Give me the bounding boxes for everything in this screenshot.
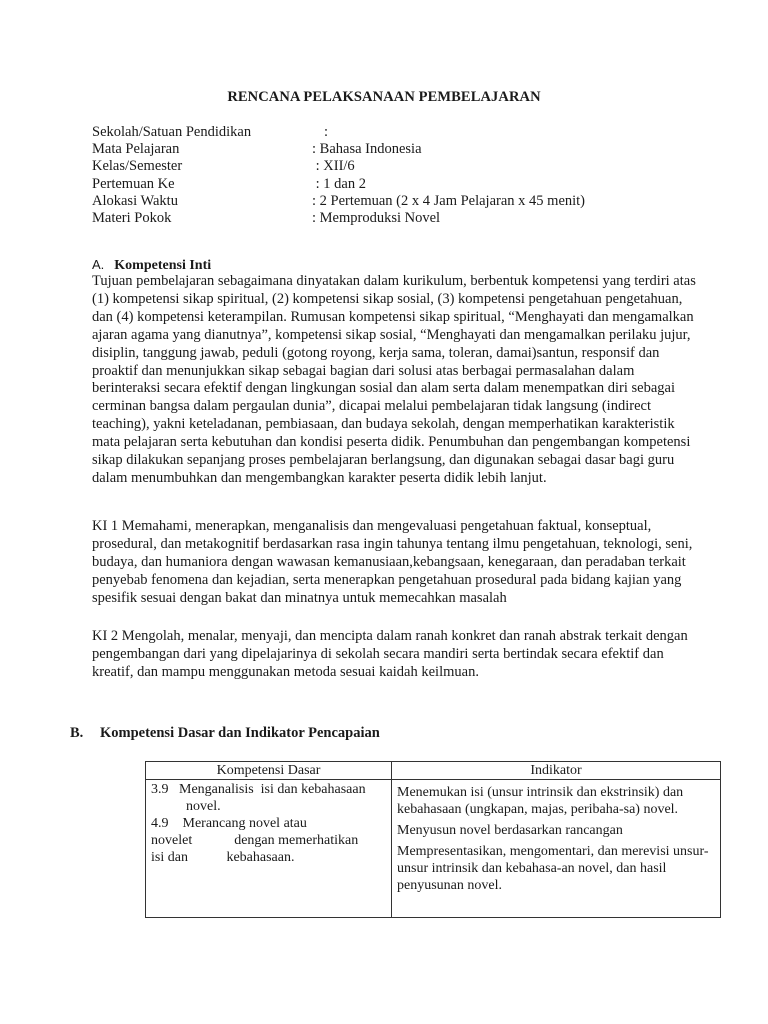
meta-value: : 2 Pertemuan (2 x 4 Jam Pelajaran x 45 menit) xyxy=(312,192,586,209)
meta-label: Pertemuan Ke xyxy=(92,175,175,192)
meta-value: : 1 dan 2 xyxy=(312,175,366,192)
meta-value: : Bahasa Indonesia xyxy=(312,141,422,158)
meta-value: : XII/6 xyxy=(312,158,355,175)
kompetensi-inti-intro: Tujuan pembelajaran sebagaimana dinyatakan dalam kurikulum, berbentuk kompetensi yang terdiri atas (1) kompetensi sikap spiritual, (2) kompetensi sikap sosial, (3) kompetensi pengetahuan pengetahuan, dan (4) kompetensi keterampilan. Rumusan kompetensi sikap spiritual, “Menghayati dan mengamalkan ajaran agama yang dianutnya”, kompetensi sikap sosial, “Menghayati dan mengamalkan perilaku jujur, disiplin, tanggung jawab, peduli (gotong royong, kerja sama, toleran, damai)santun, responsif dan proaktif dan menunjukkan sikap sebagai bagian dari solusi atas berbagai permasalahan dalam berinteraksi secara efektif dengan lingkungan sosial dan alam serta dalam menempatkan diri sebagai cerminan bangsa dalam pergaulan dunia”, dicapai melalui pembelajaran tidak langsung (indirect teaching), yakni keteladanan, pembiasaan, dan budaya sekolah, dengan memperhatikan karakteristik mata pelajaran serta kebutuhan dan kondisi peserta didik. Penumbuhan dan pengembangan kompetensi sikap dilakukan sepanjang proses pembelajaran berlangsung, dan digunakan sebagai dasar bagi guru dalam menumbuhkan dan mengembangkan karakter peserta didik lebih lanjut. xyxy=(92,273,696,486)
kd-indicator-table xyxy=(145,761,721,918)
kd-line: novelet dengan memerhatikan xyxy=(151,833,359,848)
section-a-title: Kompetensi Inti xyxy=(114,258,212,273)
kd-line: 4.9 Merancang novel atau xyxy=(151,816,307,831)
indikator-item: Mempresentasikan, mengomentari, dan merevisi unsur-unsur intrinsik dan kebahasa-an novel, dan hasil penyusunan novel. xyxy=(397,844,709,893)
ki2-paragraph: KI 2 Mengolah, menalar, menyaji, dan mencipta dalam ranah konkret dan ranah abstrak terkait dengan pengembangan dari yang dipelajarinya di sekolah secara mandiri serta bertindak secara efektif dan kreatif, dan mampu menggunakan metoda sesuai kaidah keilmuan. xyxy=(92,628,688,680)
section-a-heading xyxy=(92,257,211,274)
document-title: RENCANA PELAKSANAAN PEMBELAJARAN xyxy=(227,89,541,105)
meta-label: Mata Pelajaran xyxy=(92,141,180,158)
section-b-letter: B. xyxy=(70,725,84,741)
kd-line: isi dan kebahasaan. xyxy=(151,850,295,865)
kd-line: novel. xyxy=(151,799,221,814)
header-kompetensi-dasar: Kompetensi Dasar xyxy=(146,762,392,780)
section-b-heading xyxy=(70,725,380,742)
section-a-letter: A. xyxy=(92,257,105,272)
indikator-item: Menemukan isi (unsur intrinsik dan ekstrinsik) dan kebahasaan (ungkapan, majas, peribaha-sa) novel. xyxy=(397,785,684,817)
table-header-row xyxy=(146,762,721,780)
meta-label: Alokasi Waktu xyxy=(92,192,178,209)
header-indikator: Indikator xyxy=(392,762,721,780)
meta-label: Kelas/Semester xyxy=(92,158,183,175)
kd-cell xyxy=(146,780,392,918)
meta-value: : xyxy=(324,124,329,140)
ki1-paragraph: KI 1 Memahami, menerapkan, menganalisis dan mengevaluasi pengetahuan faktual, konseptual, prosedural, dan metakognitif berdasarkan rasa ingin tahunya tentang ilmu pengetahuan, teknologi, seni, budaya, dan humaniora dengan wawasan kemanusiaan,kebangsaan, kenegaraan, dan peradaban terkait penyebab fenomena dan kejadian, serta menerapkan pengetahuan prosedural pada bidang kajian yang spesifik sesuai dengan bakat dan minatnya untuk memecahkan masalah xyxy=(92,518,693,606)
meta-label: Sekolah/Satuan Pendidikan xyxy=(92,124,252,140)
kd-line: 3.9 Menganalisis isi dan kebahasaan xyxy=(151,782,366,797)
meta-label: Materi Pokok xyxy=(92,209,172,226)
indikator-cell xyxy=(392,780,721,918)
meta-value: : Memproduksi Novel xyxy=(312,209,441,226)
indikator-item: Menyusun novel berdasarkan rancangan xyxy=(397,823,623,838)
section-b-title: Kompetensi Dasar dan Indikator Pencapaian xyxy=(100,725,380,741)
table-row xyxy=(146,780,721,918)
